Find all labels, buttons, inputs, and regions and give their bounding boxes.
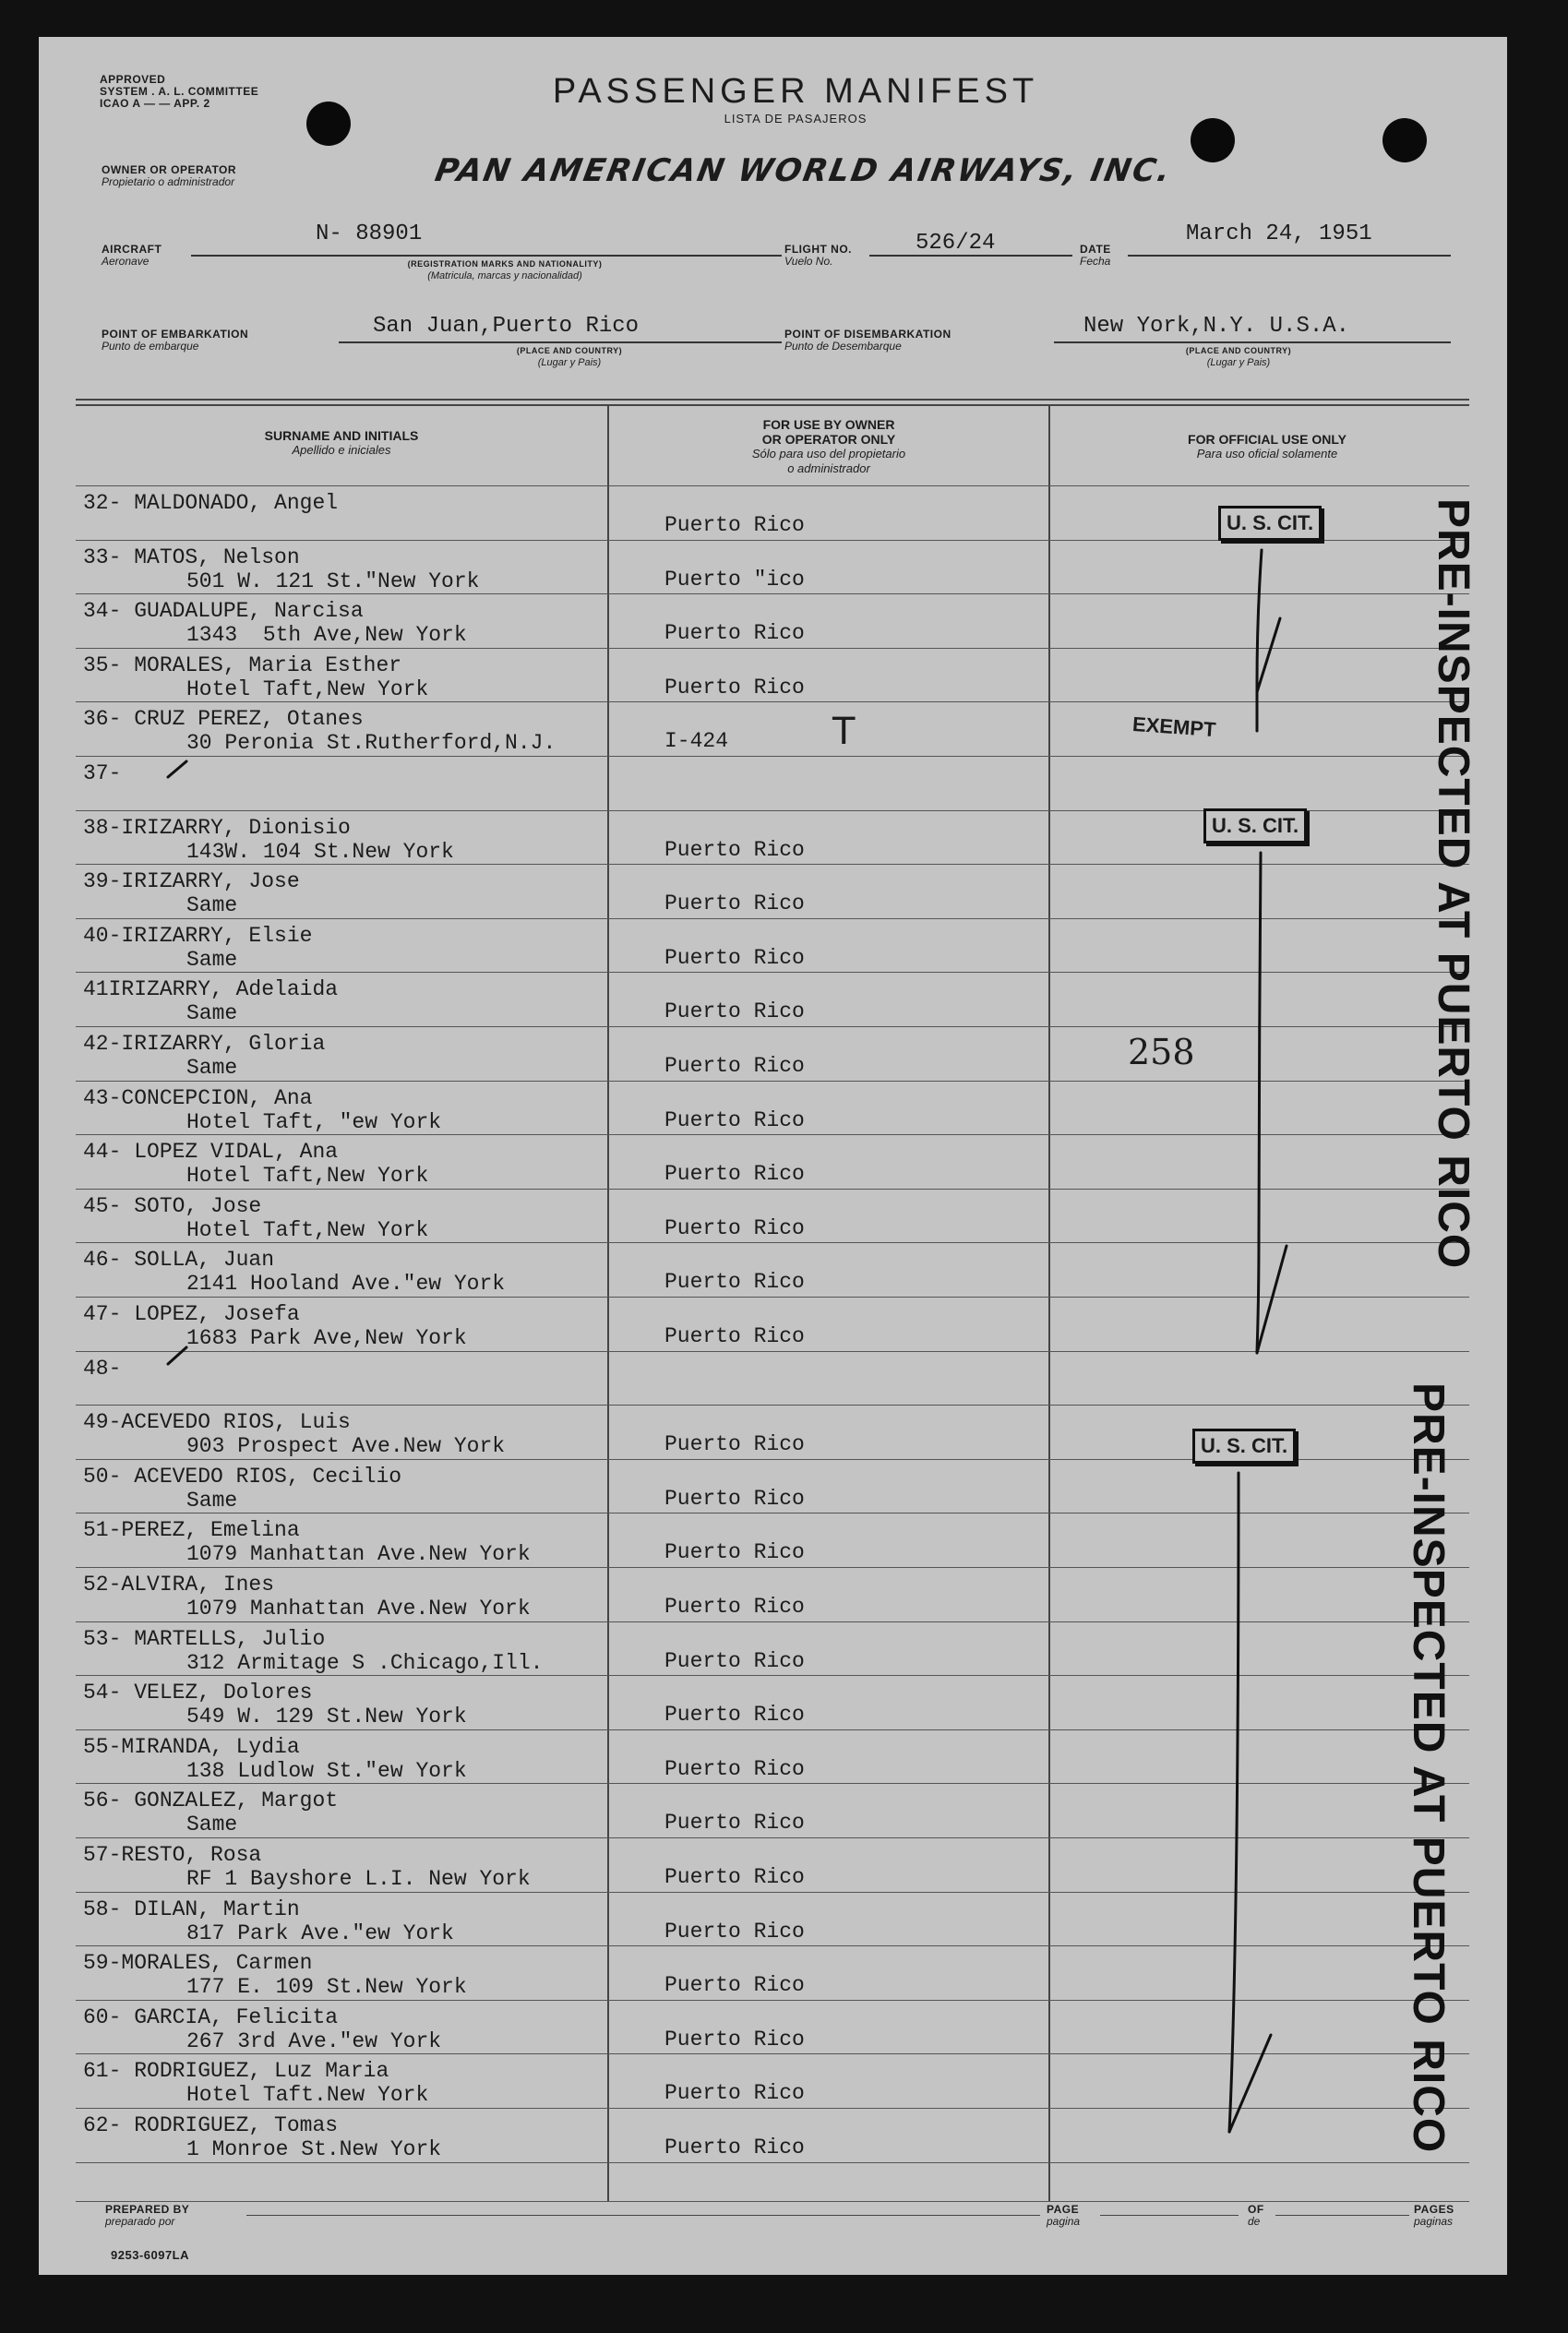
of-line	[1275, 2215, 1409, 2216]
column-header-operator-line1: FOR USE BY OWNER	[762, 417, 895, 432]
pre-inspected-stamp: PRE-INSPECTED AT PUERTO RICO	[1429, 498, 1478, 1270]
operator-use-value: Puerto Rico	[664, 1486, 805, 1511]
passenger-address: 1079 Manhattan Ave.New York	[186, 1542, 531, 1567]
operator-name: PAN AMERICAN WORLD AIRWAYS, INC.	[432, 152, 1175, 189]
flight-value: 526/24	[916, 231, 996, 256]
passenger-address: 1079 Manhattan Ave.New York	[186, 1597, 531, 1621]
operator-use-value: Puerto Rico	[664, 1324, 805, 1348]
passenger-name: 45- SOTO, Jose	[83, 1193, 262, 1218]
place-caption-es: (Lugar y Pais)	[537, 357, 602, 368]
aircraft-label: AIRCRAFT	[102, 243, 162, 256]
operator-use-value: Puerto Rico	[664, 1811, 805, 1836]
passenger-address: 501 W. 121 St."New York	[186, 568, 480, 593]
us-citizen-stamp: U. S. CIT.	[1192, 1429, 1296, 1464]
embark-value: San Juan,Puerto Rico	[373, 314, 640, 339]
passenger-address: 817 Park Ave."ew York	[186, 1920, 454, 1945]
passenger-name: 43-CONCEPCION, Ana	[83, 1085, 313, 1110]
operator-use-value: Puerto Rico	[664, 1973, 805, 1998]
passenger-name: 37-	[83, 761, 122, 785]
column-header-official-en: FOR OFFICIAL USE ONLY	[1188, 432, 1347, 447]
passenger-name: 41IRIZARRY, Adelaida	[83, 977, 339, 1002]
passenger-address: 1 Monroe St.New York	[186, 2137, 442, 2161]
passenger-name: 57-RESTO, Rosa	[83, 1843, 262, 1867]
t-mark: T	[832, 711, 856, 753]
column-header-operator-es1: Sólo para uso del propietario	[751, 447, 906, 461]
disembark-label-es: Punto de Desembarque	[784, 340, 902, 353]
passenger-address: 138 Ludlow St."ew York	[186, 1758, 467, 1783]
passenger-name: 59-MORALES, Carmen	[83, 1951, 313, 1976]
operator-use-value: Puerto Rico	[664, 1703, 805, 1728]
passenger-name: 58- DILAN, Martin	[83, 1896, 300, 1921]
approval-line: SYSTEM . A. L. COMMITTEE	[100, 85, 259, 98]
operator-use-value: Puerto Rico	[664, 1270, 805, 1295]
aircraft-value: N- 88901	[316, 221, 423, 246]
manifest-page	[39, 37, 1507, 2275]
passenger-name: 36- CRUZ PEREZ, Otanes	[83, 707, 364, 732]
of-label-block	[1248, 2204, 1264, 2228]
column-header-name-en: SURNAME AND INITIALS	[264, 428, 419, 443]
us-citizen-stamp: U. S. CIT.	[1218, 506, 1322, 541]
form-number: 9253-6097LA	[111, 2248, 189, 2262]
passenger-address: 177 E. 109 St.New York	[186, 1975, 467, 2000]
passenger-address: Same	[186, 1056, 238, 1080]
count-number: 258	[1128, 1032, 1195, 1072]
operator-use-value: Puerto Rico	[664, 1107, 805, 1132]
operator-use-value: Puerto Rico	[664, 2136, 805, 2160]
page-label-es: pagina	[1047, 2215, 1081, 2228]
prepared-by-line	[246, 2215, 1040, 2216]
operator-use-value: Puerto Rico	[664, 513, 805, 537]
passenger-address: Same	[186, 1001, 238, 1026]
aircraft-label-es: Aeronave	[102, 255, 150, 268]
of-label: OF	[1248, 2203, 1264, 2216]
operator-use-value: Puerto Rico	[664, 2027, 805, 2052]
passenger-name: 32- MALDONADO, Angel	[83, 491, 339, 515]
approval-line: APPROVED	[100, 73, 166, 86]
pre-inspected-stamp: PRE-INSPECTED AT PUERTO RICO	[1404, 1382, 1453, 2154]
flight-label-es: Vuelo No.	[784, 255, 833, 268]
disembark-label: POINT OF DISEMBARKATION	[784, 328, 952, 341]
page-title: PASSENGER MANIFEST	[552, 72, 1039, 111]
registration-caption-en: (REGISTRATION MARKS AND NATIONALITY)	[407, 259, 603, 269]
passenger-name: 60- GARCIA, Felicita	[83, 2004, 339, 2029]
footer-top-rule	[76, 2201, 1469, 2202]
bracket-line	[1257, 550, 1262, 731]
passenger-address: 549 W. 129 St.New York	[186, 1705, 467, 1729]
passenger-address: 312 Armitage S .Chicago,Ill.	[186, 1650, 544, 1675]
passenger-address: Same	[186, 1813, 238, 1837]
operator-use-value: Puerto Rico	[664, 891, 805, 916]
passenger-address: 267 3rd Ave."ew York	[186, 2028, 442, 2053]
passenger-name: 54- VELEZ, Dolores	[83, 1681, 313, 1705]
exempt-stamp: EXEMPT	[1131, 712, 1217, 742]
passenger-address: Hotel Taft,New York	[186, 1217, 429, 1242]
passenger-name: 39-IRIZARRY, Jose	[83, 869, 300, 894]
check-mark	[1229, 2035, 1271, 2132]
date-label-es: Fecha	[1080, 255, 1111, 268]
date-value: March 24, 1951	[1186, 221, 1372, 246]
disembark-value: New York,N.Y. U.S.A.	[1083, 314, 1350, 339]
passenger-name: 42-IRIZARRY, Gloria	[83, 1032, 326, 1056]
operator-use-value: Puerto Rico	[664, 621, 805, 646]
passenger-name: 46- SOLLA, Juan	[83, 1248, 275, 1273]
passenger-name: 33- MATOS, Nelson	[83, 544, 300, 569]
operator-use-value: Puerto Rico	[664, 837, 805, 862]
operator-use-value: Puerto Rico	[664, 1919, 805, 1944]
date-label: DATE	[1080, 243, 1111, 256]
prepared-by-label-es: preparado por	[105, 2215, 175, 2228]
pages-label-block	[1414, 2204, 1454, 2228]
operator-use-value: Puerto Rico	[664, 675, 805, 700]
page-label-block	[1047, 2204, 1080, 2228]
place-caption-es: (Lugar y Pais)	[1206, 357, 1271, 368]
embark-label-es: Punto de embarque	[102, 340, 199, 353]
operator-use-value: Puerto Rico	[664, 1865, 805, 1889]
passenger-address: Hotel Taft, "ew York	[186, 1109, 442, 1134]
operator-use-value: Puerto Rico	[664, 1595, 805, 1619]
page-line	[1100, 2215, 1239, 2216]
passenger-address: RF 1 Bayshore L.I. New York	[186, 1867, 531, 1891]
operator-use-value: Puerto "ico	[664, 567, 805, 592]
slash-mark	[168, 761, 186, 777]
passenger-address: Same	[186, 947, 238, 972]
of-label-es: de	[1248, 2215, 1261, 2228]
operator-use-value: Puerto Rico	[664, 999, 805, 1024]
operator-use-value: Puerto Rico	[664, 945, 805, 970]
registration-caption-es: (Matricula, marcas y nacionalidad)	[427, 270, 582, 281]
approval-line: ICAO A — — APP. 2	[100, 97, 210, 110]
passenger-address: 1343 5th Ave,New York	[186, 623, 467, 648]
operator-use-value: Puerto Rico	[664, 2081, 805, 2106]
operator-use-value: Puerto Rico	[664, 1162, 805, 1187]
column-header-name-es: Apellido e iniciales	[292, 443, 391, 457]
passenger-name: 50- ACEVEDO RIOS, Cecilio	[83, 1464, 402, 1489]
passenger-address: Hotel Taft.New York	[186, 2083, 429, 2108]
operator-use-value: Puerto Rico	[664, 1054, 805, 1078]
passenger-address: 1683 Park Ave,New York	[186, 1326, 467, 1350]
passenger-name: 62- RODRIGUEZ, Tomas	[83, 2113, 339, 2137]
owner-label: OWNER OR OPERATOR	[102, 163, 237, 176]
operator-use-value: Puerto Rico	[664, 1540, 805, 1565]
column-header-official-es: Para uso oficial solamente	[1196, 447, 1338, 461]
prepared-by-block	[105, 2204, 189, 2228]
passenger-address: Hotel Taft,New York	[186, 1164, 429, 1189]
passenger-name: 38-IRIZARRY, Dionisio	[83, 815, 351, 840]
passenger-address: 903 Prospect Ave.New York	[186, 1434, 506, 1459]
passenger-name: 40-IRIZARRY, Elsie	[83, 923, 313, 948]
passenger-name: 52-ALVIRA, Ines	[83, 1573, 275, 1597]
embark-label: POINT OF EMBARKATION	[102, 328, 249, 341]
passenger-address: Same	[186, 1488, 238, 1513]
column-header-operator-es2: o administrador	[787, 461, 870, 475]
operator-use-value: Puerto Rico	[664, 1215, 805, 1240]
bracket-line	[1229, 1473, 1239, 2132]
prepared-by-label: PREPARED BY	[105, 2203, 190, 2216]
passenger-name: 55-MIRANDA, Lydia	[83, 1734, 300, 1759]
pages-label-es: paginas	[1414, 2215, 1454, 2228]
passenger-address: 143W. 104 St.New York	[186, 839, 454, 864]
passenger-address: 2141 Hooland Ave."ew York	[186, 1272, 506, 1297]
place-caption-en: (PLACE AND COUNTRY)	[1185, 346, 1292, 355]
place-caption-en: (PLACE AND COUNTRY)	[516, 346, 623, 355]
slash-mark	[168, 1347, 186, 1364]
passenger-name: 56- GONZALEZ, Margot	[83, 1789, 339, 1813]
check-mark	[1257, 618, 1280, 692]
operator-use-value: Puerto Rico	[664, 1756, 805, 1781]
handwritten-marks	[39, 37, 1507, 2275]
us-citizen-stamp: U. S. CIT.	[1203, 808, 1307, 843]
passenger-name: 44- LOPEZ VIDAL, Ana	[83, 1140, 339, 1165]
owner-label-es: Propietario o administrador	[102, 175, 235, 188]
passenger-name: 51-PEREZ, Emelina	[83, 1518, 300, 1543]
passenger-name: 49-ACEVEDO RIOS, Luis	[83, 1410, 351, 1435]
passenger-address: 30 Peronia St.Rutherford,N.J.	[186, 731, 557, 756]
page-subtitle: LISTA DE PASAJEROS	[724, 112, 868, 126]
passenger-name: 61- RODRIGUEZ, Luz Maria	[83, 2059, 389, 2084]
pages-label: PAGES	[1414, 2203, 1454, 2216]
passenger-name: 35- MORALES, Maria Esther	[83, 652, 402, 677]
passenger-name: 48-	[83, 1356, 122, 1381]
passenger-address: Hotel Taft,New York	[186, 676, 429, 701]
operator-use-value: Puerto Rico	[664, 1648, 805, 1673]
bracket-line	[1257, 853, 1261, 1353]
passenger-name: 47- LOPEZ, Josefa	[83, 1302, 300, 1326]
column-header-operator-line2: OR OPERATOR ONLY	[761, 432, 896, 447]
passenger-name: 53- MARTELLS, Julio	[83, 1626, 326, 1651]
passenger-name: 34- GUADALUPE, Narcisa	[83, 599, 364, 624]
passenger-address: Same	[186, 893, 238, 918]
flight-label: FLIGHT NO.	[784, 243, 852, 256]
operator-use-value: Puerto Rico	[664, 1432, 805, 1457]
check-mark	[1257, 1246, 1287, 1353]
page-label: PAGE	[1047, 2203, 1080, 2216]
operator-use-value: I-424	[664, 729, 729, 754]
